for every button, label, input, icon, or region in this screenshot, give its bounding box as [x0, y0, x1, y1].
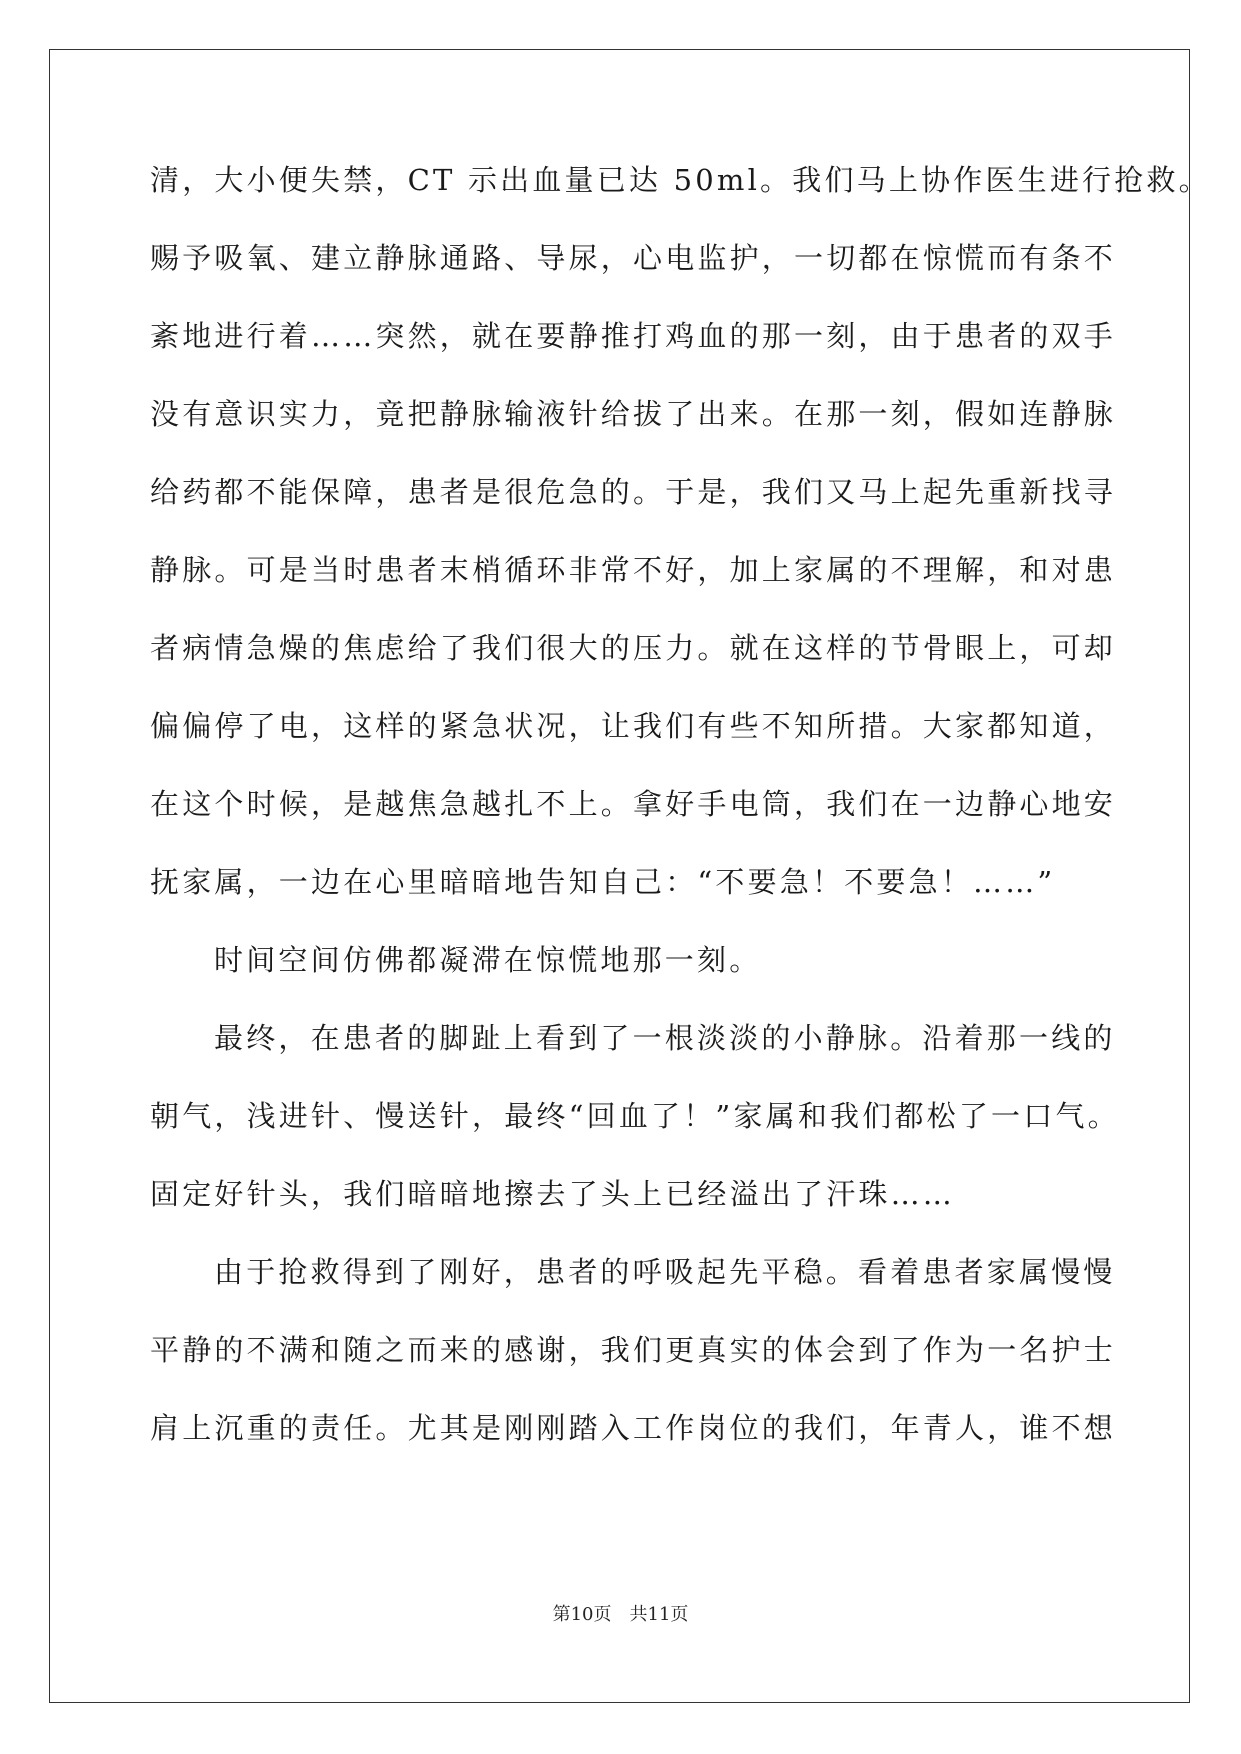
page-footer	[0, 1603, 1241, 1627]
text-line: 朝气，浅进针、慢送针，最终“回血了！”家属和我们都松了一口气。	[150, 1099, 1120, 1133]
paragraph-first-line: 最终，在患者的脚趾上看到了一根淡淡的小静脉。沿着那一线的	[214, 1021, 1116, 1055]
text-line: 者病情急燥的焦虑给了我们很大的压力。就在这样的节骨眼上，可却	[150, 631, 1117, 665]
text-line: 偏偏停了电，这样的紧急状况，让我们有些不知所措。大家都知道，	[150, 709, 1117, 743]
text-line: 静脉。可是当时患者末梢循环非常不好，加上家属的不理解，和对患	[150, 553, 1117, 587]
text-line: 没有意识实力，竟把静脉输液针给拔了出来。在那一刻，假如连静脉	[150, 397, 1117, 431]
text-line: 紊地进行着……突然，就在要静推打鸡血的那一刻，由于患者的双手	[150, 319, 1117, 353]
text-line: 给药都不能保障，患者是很危急的。于是，我们又马上起先重新找寻	[150, 475, 1117, 509]
text-line: 抚家属，一边在心里暗暗地告知自己：“不要急！不要急！……”	[150, 865, 1056, 899]
total-pages: 共11页	[629, 1604, 689, 1625]
text-line: 平静的不满和随之而来的感谢，我们更真实的体会到了作为一名护士	[150, 1333, 1117, 1367]
text-line: 在这个时候，是越焦急越扎不上。拿好手电筒，我们在一边静心地安	[150, 787, 1117, 821]
text-line: 肩上沉重的责任。尤其是刚刚踏入工作岗位的我们，年青人，谁不想	[150, 1411, 1117, 1445]
paragraph-first-line: 由于抢救得到了刚好，患者的呼吸起先平稳。看着患者家属慢慢	[214, 1255, 1116, 1289]
text-line: 清，大小便失禁，CT 示出血量已达 50ml。我们马上协作医生进行抢救。	[150, 163, 1211, 197]
page-number: 第10页	[552, 1604, 612, 1625]
text-line: 固定好针头，我们暗暗地擦去了头上已经溢出了汗珠……	[150, 1177, 956, 1211]
text-line: 赐予吸氧、建立静脉通路、导尿，心电监护，一切都在惊慌而有条不	[150, 241, 1117, 275]
paragraph-first-line: 时间空间仿佛都凝滞在惊慌地那一刻。	[214, 943, 762, 977]
